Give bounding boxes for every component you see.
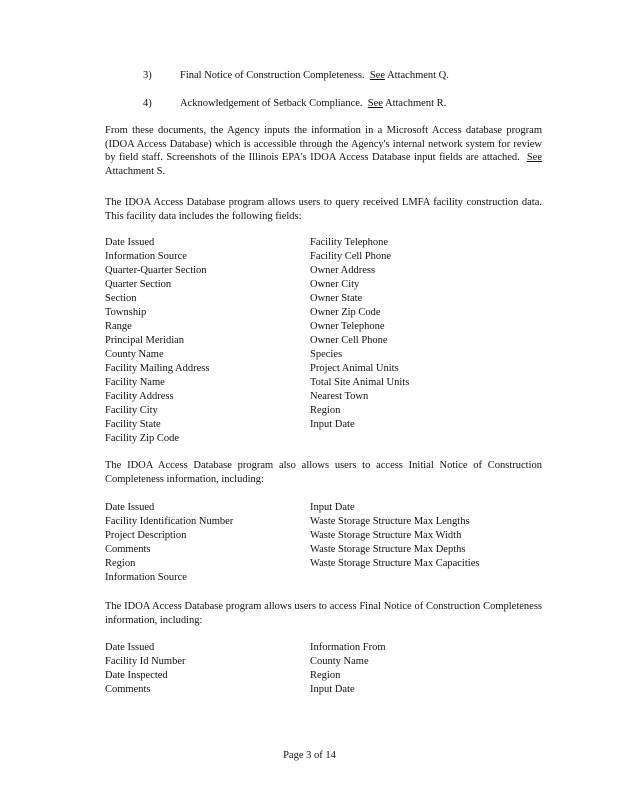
- field-name: Project Description: [105, 530, 187, 541]
- field-column-left: [105, 236, 209, 446]
- attachment-ref: Attachment S.: [105, 165, 166, 177]
- field-name: Waste Storage Structure Max Capacities: [310, 558, 480, 569]
- field-name: Facility City: [105, 405, 158, 416]
- field-name: Quarter-Quarter Section: [105, 265, 207, 276]
- field-name: Information Source: [105, 572, 187, 583]
- field-column-right: [310, 236, 409, 432]
- field-name: Date Issued: [105, 502, 155, 513]
- field-name: Waste Storage Structure Max Width: [310, 530, 462, 541]
- paragraph-final-notice: The IDOA Access Database program allows users to access Final Notice of Construction Completeness information, including:: [105, 601, 542, 626]
- see-link: See: [526, 152, 542, 164]
- paragraph-text: From these documents, the Agency inputs the information in a Microsoft Access database program (IDOA Access Database) which is accessible through the Agency's internal network system for review by field staff. Screenshots of the Illinois EPA's IDOA Access Database input fields are attached.: [105, 125, 542, 164]
- field-name: Facility Zip Code: [105, 433, 180, 444]
- field-name: Information From: [310, 642, 386, 653]
- field-name: Facility Telephone: [310, 237, 389, 248]
- field-name: Owner Telephone: [310, 321, 385, 332]
- field-name: Waste Storage Structure Max Lengths: [310, 516, 470, 527]
- field-name: Date Issued: [105, 642, 155, 653]
- field-name: Region: [310, 670, 341, 681]
- see-link: See: [367, 98, 383, 109]
- field-name: Facility State: [105, 419, 161, 430]
- field-column-left: [105, 641, 185, 697]
- field-name: Region: [105, 558, 136, 569]
- field-name: Date Issued: [105, 237, 155, 248]
- item-text-line: [180, 69, 449, 83]
- field-name: Facility Cell Phone: [310, 251, 392, 262]
- field-name: County Name: [105, 349, 164, 360]
- field-name: Owner Zip Code: [310, 307, 381, 318]
- paragraph-facility-data: The IDOA Access Database program allows users to query received LMFA facility construction data. This facility data includes the following fields:: [105, 197, 542, 222]
- field-name: Input Date: [310, 419, 355, 430]
- field-name: Quarter Section: [105, 279, 172, 290]
- field-name: Township: [105, 307, 147, 318]
- field-name: Principal Meridian: [105, 335, 185, 346]
- attachment-ref: Attachment Q.: [387, 70, 449, 81]
- field-name: Owner City: [310, 279, 360, 290]
- field-name: Input Date: [310, 684, 355, 695]
- field-name: Waste Storage Structure Max Depths: [310, 544, 466, 555]
- paragraph-initial-notice: The IDOA Access Database program also allows users to access Initial Notice of Construction Completeness information, including:: [105, 460, 542, 485]
- paragraph-access-database: [105, 124, 542, 178]
- field-name: Section: [105, 293, 137, 304]
- item-number: 3): [143, 70, 152, 81]
- field-name: Input Date: [310, 502, 355, 513]
- field-name: Total Site Animal Units: [310, 377, 410, 388]
- page-number: Page 3 of 14: [283, 750, 336, 761]
- item-text-line: [180, 97, 446, 111]
- field-name: Project Animal Units: [310, 363, 399, 374]
- field-column-right: [310, 641, 386, 697]
- field-name: Owner State: [310, 293, 363, 304]
- field-name: Comments: [105, 684, 151, 695]
- field-name: Facility Address: [105, 391, 174, 402]
- item-text: Acknowledgement of Setback Compliance.: [180, 98, 363, 109]
- field-name: Nearest Town: [310, 391, 369, 402]
- field-name: Date Inspected: [105, 670, 168, 681]
- field-name: Owner Address: [310, 265, 376, 276]
- item-number: 4): [143, 98, 152, 109]
- field-name: Facility Name: [105, 377, 165, 388]
- field-name: Facility Id Number: [105, 656, 186, 667]
- field-name: County Name: [310, 656, 369, 667]
- field-name: Region: [310, 405, 341, 416]
- field-name: Facility Identification Number: [105, 516, 234, 527]
- attachment-ref: Attachment R.: [385, 98, 447, 109]
- field-name: Information Source: [105, 251, 187, 262]
- field-name: Facility Mailing Address: [105, 363, 210, 374]
- field-name: Owner Cell Phone: [310, 335, 388, 346]
- field-column-right: [310, 501, 479, 571]
- item-text: Final Notice of Construction Completeness.: [180, 70, 365, 81]
- field-name: Range: [105, 321, 132, 332]
- field-name: Species: [310, 349, 343, 360]
- field-name: Comments: [105, 544, 151, 555]
- field-column-left: [105, 501, 233, 585]
- see-link: See: [369, 70, 386, 81]
